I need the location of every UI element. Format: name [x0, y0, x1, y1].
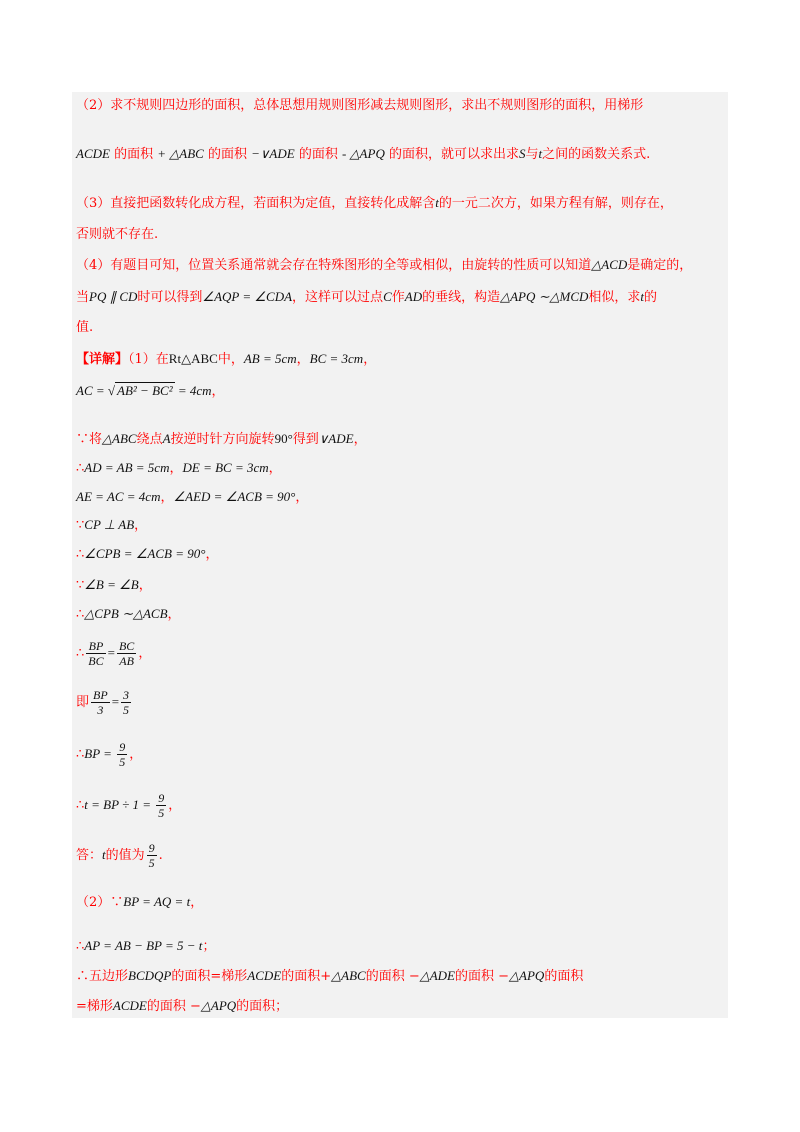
- detail-cp: ∵CP ⊥ AB，: [76, 517, 148, 533]
- fraction: $\frac{9}{5}$: [119, 740, 126, 769]
- detail-ratio2: 即 $\frac{BP}{3}$ = $\frac{3}{5}$: [76, 688, 130, 717]
- detail-label: 【详解】: [76, 352, 129, 367]
- fraction: $\frac{BC}{AB}$: [118, 639, 135, 668]
- fraction: $\frac{9}{5}$: [148, 841, 155, 870]
- fraction: $\frac{BP}{3}$: [93, 688, 108, 717]
- detail-ac: AC = √ AB² − BC² = 4cm，: [76, 383, 225, 399]
- detail-ap: ∴AP = AB − BP = 5 − t；: [76, 938, 216, 954]
- detail-ratio: ∴ $\frac{BP}{BC}$ = $\frac{BC}{AB}$ ，: [76, 639, 152, 668]
- detail-part2: （2）∵BP = AQ = t，: [76, 894, 204, 910]
- detail-ad: ∴AD = AB = 5cm，DE = BC = 3cm，: [76, 460, 282, 476]
- detail-cpb: ∴∠CPB = ∠ACB = 90°，: [76, 546, 219, 562]
- detail-t: ∴t = BP ÷ 1 = $\frac{9}{5}$ ，: [76, 791, 182, 820]
- detail-ae: AE = AC = 4cm，∠AED = ∠ACB = 90°，: [76, 489, 309, 505]
- detail-rotate: ∵将△ABC绕点A按逆时针方向旋转90°得到∨ADE，: [76, 431, 367, 447]
- fraction: $\frac{BP}{BC}$: [88, 639, 104, 668]
- p4-line2: 当PQ ∥ CD时可以得到∠AQP = ∠CDA，这样可以过点C作AD的垂线，构造△APQ ∼△MCD相似，求t的: [76, 289, 658, 305]
- p4-line1: （4）有题目可知，位置关系通常就会存在特殊图形的全等或相似，由旋转的性质可以知道△ACD是确定的，: [76, 257, 693, 273]
- p4-line3: 值.: [76, 320, 94, 335]
- fraction: $\frac{9}{5}$: [158, 791, 165, 820]
- detail-sim: ∴△CPB ∼△ACB，: [76, 606, 181, 622]
- detail-area: ∴五边形BCDQP的面积=梯形ACDE的面积+△ABC的面积 −△ADE的面积 −△APQ的面积: [76, 968, 584, 984]
- detail-bb: ∵∠B = ∠B，: [76, 577, 152, 593]
- p3-line1: （3）直接把函数转化成方程，若面积为定值，直接转化成解含t的一元二次方，如果方程有解，则存在，: [76, 195, 673, 211]
- p2-line1: （2）求不规则四边形的面积，总体思想用规则图形减去规则图形，求出不规则图形的面积，用梯形: [76, 98, 644, 113]
- p3-line2: 否则就不存在.: [76, 227, 159, 242]
- fraction: $\frac{3}{5}$: [123, 688, 130, 717]
- detail-line1: 【详解】（1）在Rt△ABC中，AB = 5cm，BC = 3cm，: [76, 351, 377, 367]
- detail-bp: ∴BP = $\frac{9}{5}$ ，: [76, 740, 143, 769]
- p2-line2: ACDE 的面积 + △ABC 的面积 −∨ADE 的面积 - △APQ 的面积，就可以求出求S与t之间的函数关系式.: [76, 146, 651, 162]
- detail-area2: =梯形ACDE的面积 −△APQ的面积；: [76, 998, 289, 1014]
- detail-answer: 答：t的值为 $\frac{9}{5}$ .: [76, 841, 163, 870]
